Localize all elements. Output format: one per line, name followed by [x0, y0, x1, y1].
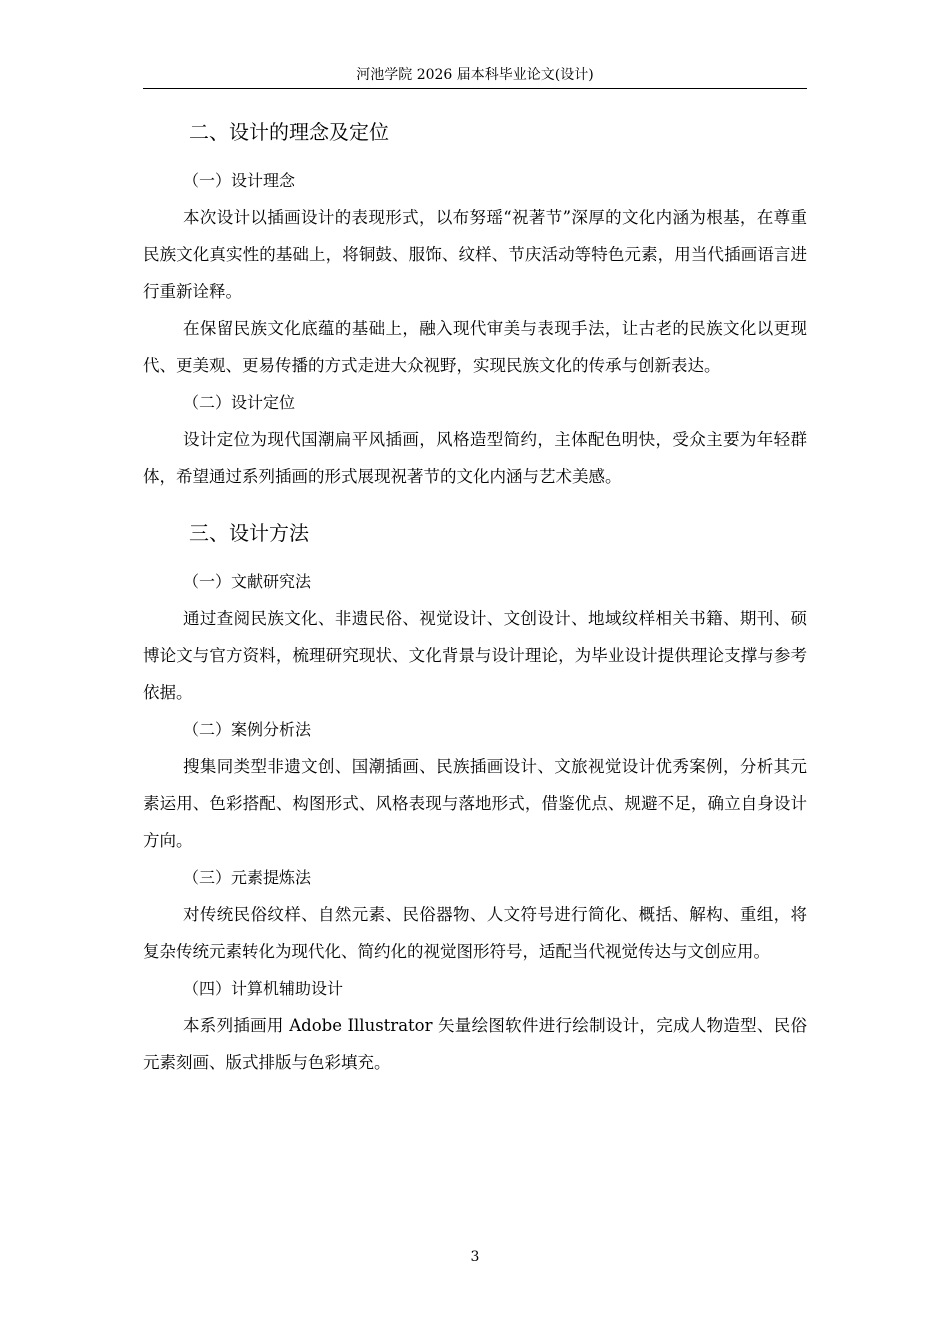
subsection-heading-design-positioning: （二）设计定位 — [183, 393, 296, 412]
subsection-heading-case-analysis: （二）案例分析法 — [183, 720, 312, 739]
paragraph: 本次设计以插画设计的表现形式，以布努瑶“祝著节”深厚的文化内涵为根基，在尊重民族文化真实性的基础上，将铜鼓、服饰、纹样、节庆活动等特色元素，用当代插画语言进行重新诠释。 — [143, 208, 807, 301]
page-number: 3 — [470, 1249, 480, 1265]
section-heading-design-concept: 二、设计的理念及定位 — [189, 120, 389, 144]
paragraph: 在保留民族文化底蕴的基础上，融入现代审美与表现手法，让古老的民族文化以更现代、更美观、更易传播的方式走进大众视野，实现民族文化的传承与创新表达。 — [143, 319, 807, 375]
document-body — [143, 118, 807, 1081]
subsection-heading-computer-aided-design: （四）计算机辅助设计 — [183, 979, 344, 998]
paragraph: 设计定位为现代国潮扁平风插画，风格造型简约，主体配色明快，受众主要为年轻群体，希望通过系列插画的形式展现祝著节的文化内涵与艺术美感。 — [143, 430, 807, 486]
paragraph: 对传统民俗纹样、自然元素、民俗器物、人文符号进行简化、概括、解构、重组，将复杂传统元素转化为现代化、简约化的视觉图形符号，适配当代视觉传达与文创应用。 — [143, 905, 807, 961]
subsection-heading-literature-research: （一）文献研究法 — [183, 572, 312, 591]
header-title: 河池学院 2026 届本科毕业论文(设计) — [356, 67, 594, 83]
paragraph: 本系列插画用 Adobe Illustrator 矢量绘图软件进行绘制设计，完成人物造型、民俗元素刻画、版式排版与色彩填充。 — [143, 1016, 807, 1072]
subsection-heading-element-extraction: （三）元素提炼法 — [183, 868, 312, 887]
section-heading-design-methods: 三、设计方法 — [189, 521, 309, 545]
page-header — [143, 64, 807, 89]
paragraph: 通过查阅民族文化、非遗民俗、视觉设计、文创设计、地域纹样相关书籍、期刊、硕博论文与官方资料，梳理研究现状、文化背景与设计理论，为毕业设计提供理论支撑与参考依据。 — [143, 609, 807, 702]
subsection-heading-design-idea: （一）设计理念 — [183, 171, 296, 190]
paragraph: 搜集同类型非遗文创、国潮插画、民族插画设计、文旅视觉设计优秀案例，分析其元素运用、色彩搭配、构图形式、风格表现与落地形式，借鉴优点、规避不足，确立自身设计方向。 — [143, 757, 807, 850]
